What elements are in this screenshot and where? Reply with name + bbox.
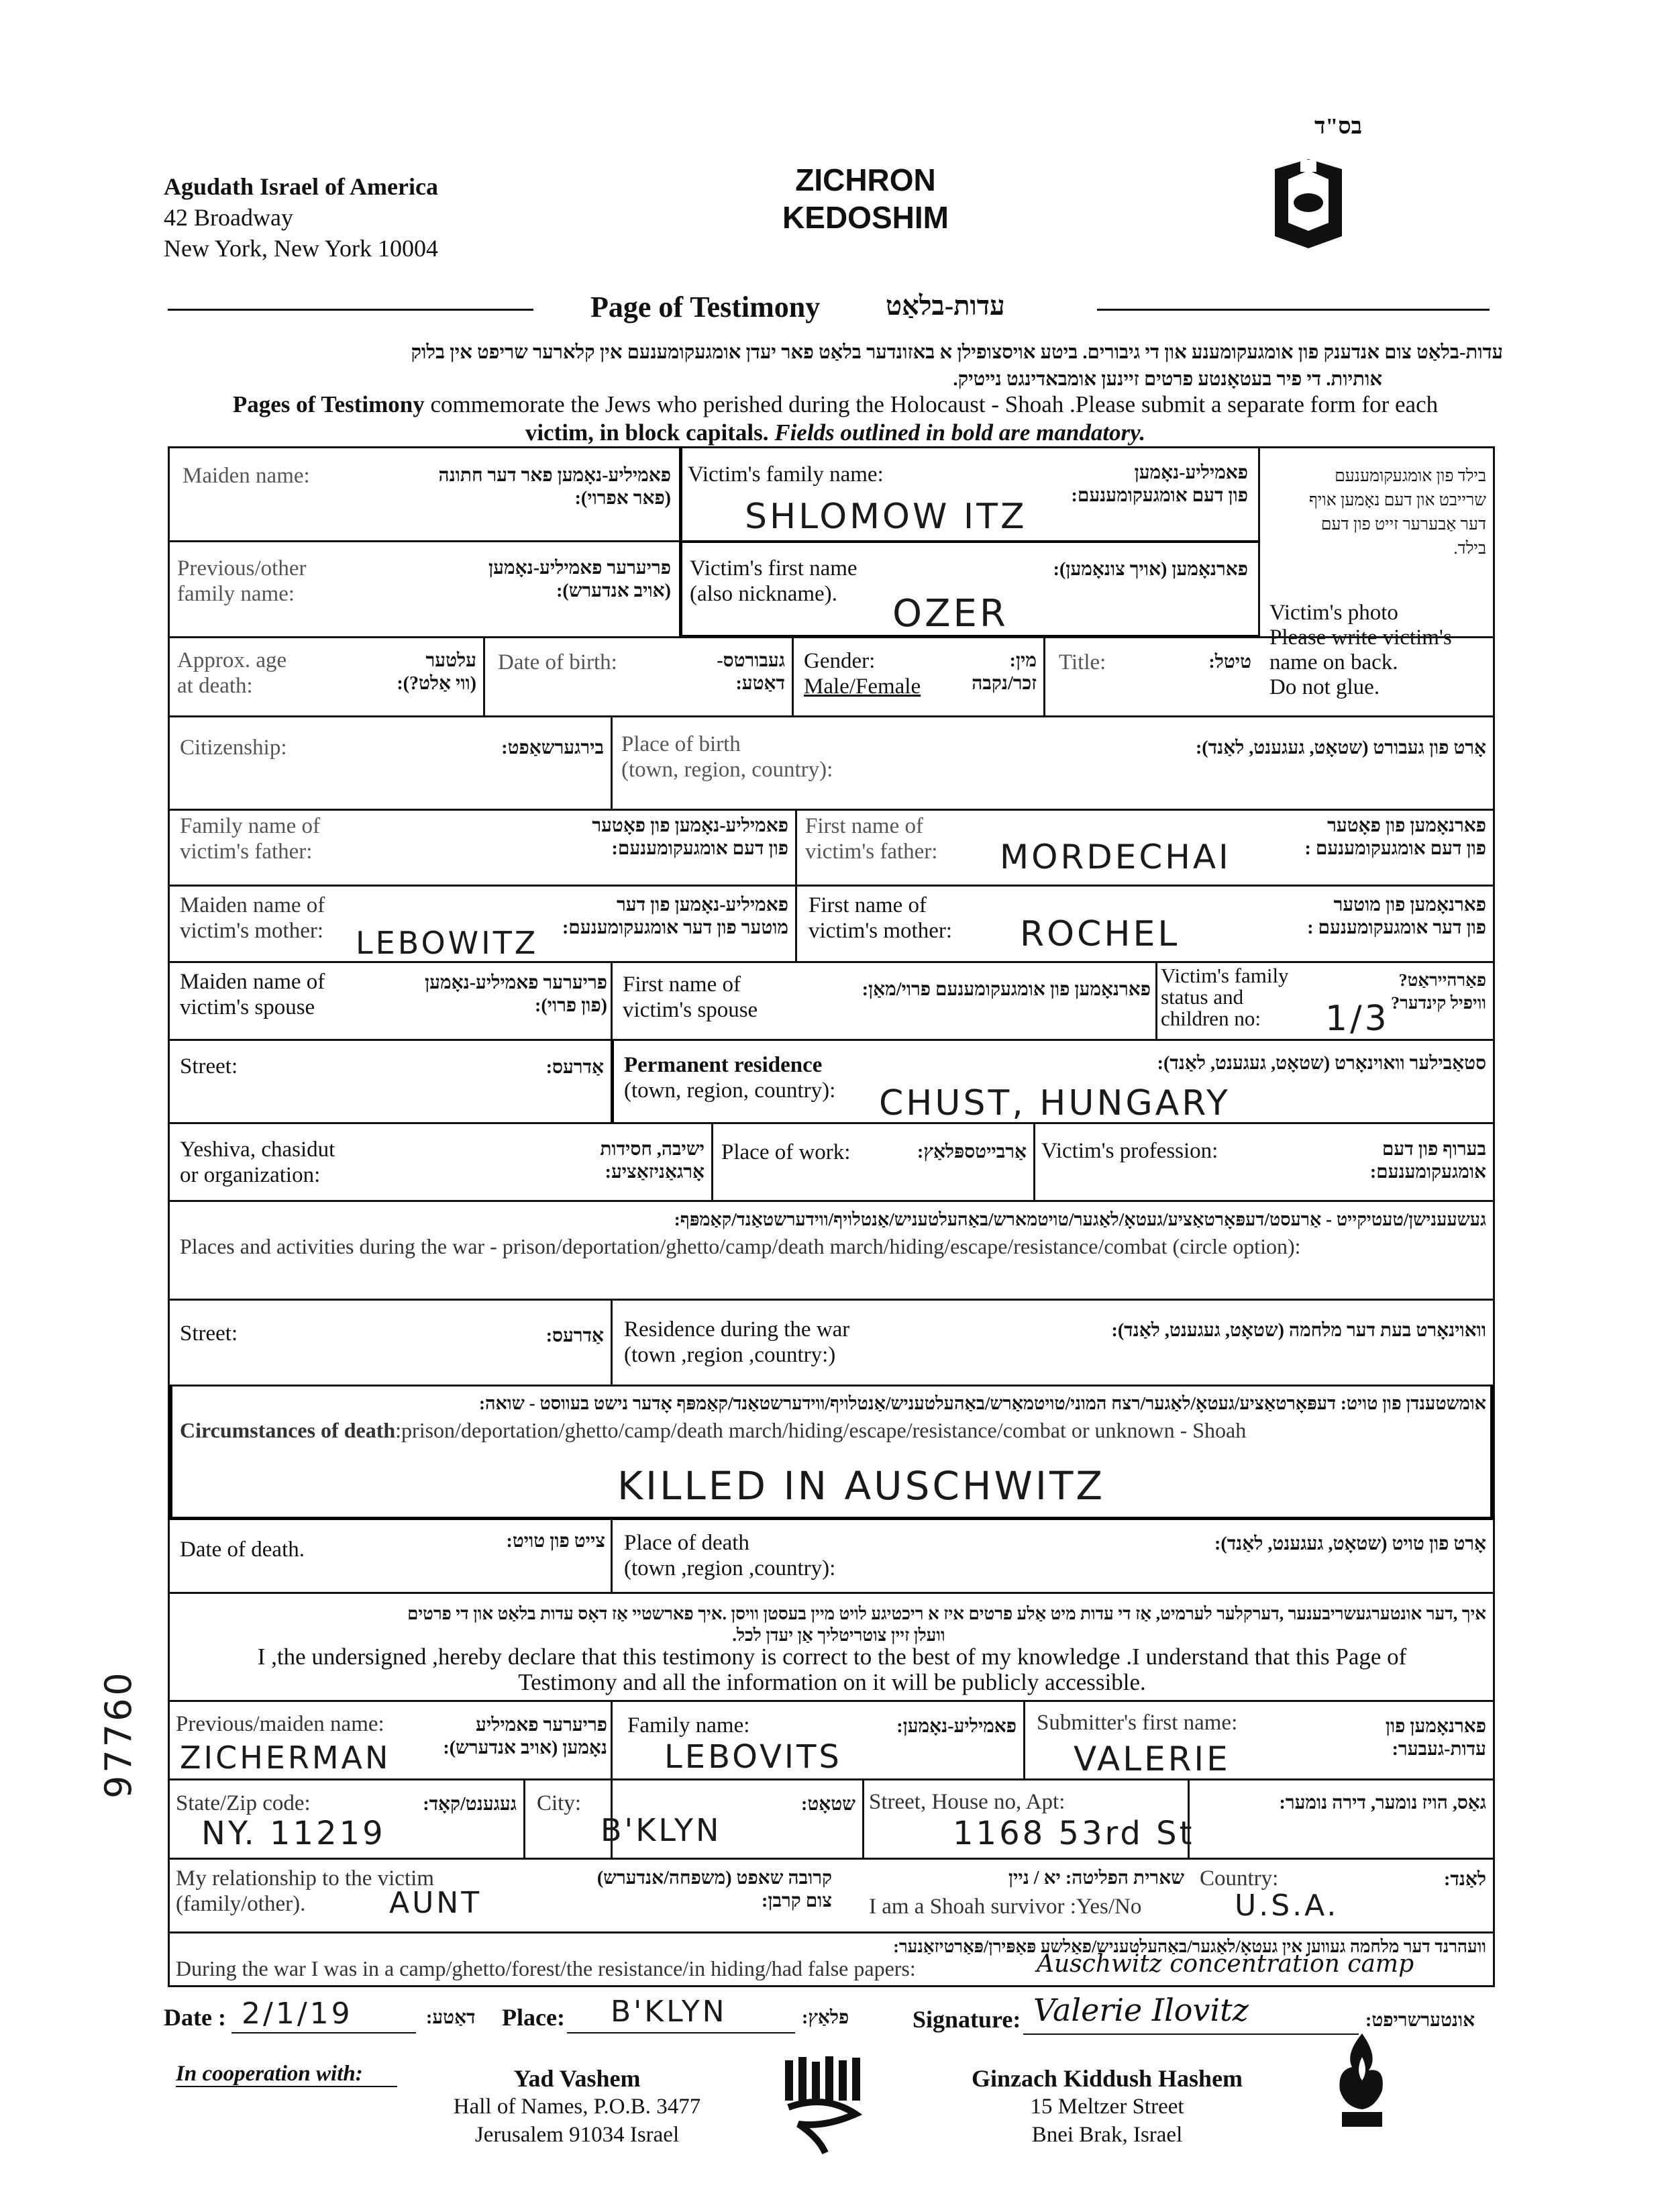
family-status-value[interactable]: 1/3 [1325,999,1390,1039]
relationship-hebrew-1: קרובה שאפט (משפחה/אנדערש) [596,1868,832,1889]
submitter-first-value[interactable]: VALERIE [1074,1740,1231,1778]
street-label: Street: [180,1054,238,1078]
cooperation-underline [176,2086,397,2087]
first-name-label [690,556,857,607]
previous-name-hebrew-2: (אויב אנדערש): [556,581,671,601]
title-line-1: ZICHRON [795,162,936,197]
father-first-hebrew-2: פון דעם אומגעקומענעם : [1304,838,1486,859]
work-label: Place of work: [721,1140,851,1164]
photo-he-1: בילד פון אומגעקומענעם [1335,467,1486,485]
submitter-first-hebrew [1315,1715,1486,1761]
spouse-maiden-label-2: victim's spouse [180,995,315,1019]
profession-hebrew [1315,1138,1486,1184]
spouse-maiden-hebrew-1: פריערער פאמיליע-נאָמען [425,972,607,993]
submitter-family-label: Family name: [627,1713,750,1738]
circumstances-label [180,1417,1246,1443]
declaration-english [174,1644,1490,1695]
mother-first-label-1: First name of [809,893,927,917]
pod-hebrew: אָרט פון טויט (שטאָט, געגענט, לאַנד): [1214,1534,1486,1554]
yad-vashem-block [429,2064,725,2149]
father-first-label-1: First name of [805,814,923,838]
relationship-label-1: My relationship to the victim [176,1866,434,1891]
first-name-value[interactable]: OZER [892,592,1008,636]
mother-first-label-2: victim's mother: [809,919,953,943]
father-family-label-2: victim's father: [180,840,313,864]
previous-name-label [177,556,306,607]
photo-en-4: Do not glue. [1269,675,1380,699]
organization-block [164,171,438,264]
family-name-label: Victim's family name: [688,462,884,487]
permanent-residence-label [624,1052,835,1103]
mother-maiden-value[interactable]: LEBOWITZ [356,925,539,961]
date-label: Date : [164,2004,226,2031]
ginzach-address-2: Bnei Brak, Israel [1031,2123,1183,2147]
yeshiva-label-2: or organization: [180,1163,321,1187]
age-label-2: at death: [177,674,253,698]
submitter-prev-hebrew [416,1714,607,1760]
war-residence-hebrew: וואוינאָרט בעת דער מלחמה (שטאָט, געגענט, לאַנד): [1111,1320,1486,1341]
yad-vashem-name: Yad Vashem [513,2065,641,2092]
dob-hebrew [658,650,785,695]
signature-value[interactable]: Valerie Ilovitz [1033,1992,1249,2028]
dob-label: Date of birth: [498,650,617,674]
spouse-maiden-label [180,969,325,1020]
family-status-label-2: status and [1161,985,1244,1009]
spouse-maiden-hebrew [349,972,607,1017]
photo-en-3: name on back. [1269,650,1398,674]
mother-first-label [809,893,952,944]
date-hebrew: דאַטע: [426,2007,476,2028]
photo-instructions [1269,601,1452,700]
pob-hebrew: אָרט פון געבורט (שטאָט, געגענט, לאַנד): [1195,738,1486,758]
war-activities-hebrew: געשעענישן/טעטיקייט - אַרעסט/דעפּאָרטאַציע/געטאָ/לאַגער/טויטמארש/באַהעלטעניש/אַנטלויף/ווידערשטאַנד/קאַמפּף: [674,1209,1486,1229]
zip-value[interactable]: NY. 11219 [201,1815,386,1852]
father-first-label [805,813,937,864]
yeshiva-label-1: Yeshiva, chasidut [180,1138,335,1162]
intro-hebrew-1: עדות-בלאַט צום אנדענק פון אומגעקומענע און די גיבורים. ביטע אויסצופילן א באזונדער בלאַט פאר יעדן אומגעקומענעם אין קלארער שריפט אין בלוק [411,342,1503,363]
mother-first-hebrew-1: פארנאָמען פון מוטער [1333,895,1486,915]
maiden-name-hebrew-1: פאמיליע-נאָמען פאר דער חתונה [438,465,671,486]
org-address-1: 42 Broadway [164,204,293,231]
city-hebrew: שטאָט: [801,1794,855,1815]
previous-name-hebrew [376,557,671,603]
spouse-first-label-1: First name of [623,972,741,997]
yeshiva-hebrew [510,1138,705,1184]
circumstances-label-options: :prison/deportation/ghetto/camp/death march/hiding/escape/resistance/combat or unknown - Shoah [395,1418,1247,1442]
permanent-residence-hebrew: סטאַבילער וואוינאָרט (שטאָט, געגענט, לאַנד): [1157,1053,1486,1074]
submitter-street-hebrew: גאַס, הויז נומער, דירה נומער: [1279,1793,1486,1813]
yeshiva-hebrew-1: ישיבה, חסידות [600,1139,705,1160]
margin-note: 97760 [97,1670,140,1799]
org-name: Agudath Israel of America [164,173,438,200]
spouse-first-label-2: victim's spouse [623,998,758,1022]
pob-label-1: Place of birth [621,732,741,756]
mother-maiden-hebrew-2: מוטער פון דער אומגעקומענעם: [562,917,788,938]
dod-hebrew: צייט פון טויט: [506,1531,605,1552]
gender-hebrew-1: מין: [1009,650,1037,671]
previous-name-hebrew-1: פריערער פאמיליע-נאָמען [488,558,671,579]
father-first-label-2: victim's father: [805,840,938,864]
declaration-line-1: I ,the undersigned ,hereby declare that this testimony is correct to the best of my knowledge .I understand that this Page of [257,1644,1407,1670]
intro-bold: Pages of Testimony [232,391,425,417]
intro-line-2: victim, in block capitals. [525,419,775,446]
survivor-hebrew: שארית הפליטה: יא / ניין [1008,1868,1184,1889]
family-name-hebrew-1: פאמיליע-נאָמען [1134,462,1248,483]
age-hebrew-2: (ווי אַלט?): [397,673,476,694]
pod-label-1: Place of death [624,1531,749,1555]
during-war-label: During the war I was in a camp/ghetto/forest/the resistance/in hiding/had false papers: [176,1956,916,1980]
gender-options[interactable]: Male/Female [804,674,921,699]
mother-maiden-label-1: Maiden name of [180,893,325,917]
pob-label [621,732,833,783]
country-hebrew: לאַנד: [1444,1869,1486,1890]
yad-vashem-logo-icon [778,2054,866,2154]
zip-hebrew: געגענט/קאָד: [423,1794,517,1815]
war-street-hebrew: אַדרעס: [545,1325,604,1346]
mother-first-hebrew-2: פון דער אומגעקומענעם : [1307,917,1486,938]
street-hebrew: אַדרעס: [545,1057,604,1078]
war-activities-label: Places and activities during the war - prison/deportation/ghetto/camp/death march/hiding/escape/resistance/combat (circle option): [180,1234,1301,1258]
submitter-prev-label: Previous/maiden name: [176,1712,384,1736]
family-name-hebrew-2: פון דעם אומגעקומענעם: [1071,485,1248,506]
yeshiva-label [180,1137,335,1188]
title-field-label: Title: [1059,650,1106,674]
dob-hebrew-2: דאַטע: [735,673,785,694]
during-war-hebrew: וועהרנד דער מלחמה געווען אין געטאָ/לאַגער/באַהעלטעניש/פאַלשע פּאַפּירן/פּאַרטיזאַנער: [893,1937,1486,1956]
place-underline [567,2032,795,2033]
spouse-maiden-hebrew-2: (פון פרוי): [535,995,607,1016]
profession-hebrew-2: אומגעקומענעם: [1369,1162,1486,1183]
maiden-name-hebrew [376,464,671,510]
family-status-label-3: children no: [1161,1007,1261,1030]
relationship-label-2: (family/other). [176,1892,306,1916]
citizenship-label: Citizenship: [180,736,287,760]
submitter-street-label: Street, House no, Apt: [869,1790,1065,1814]
signature-underline [1023,2033,1359,2035]
photo-hebrew [1261,464,1486,561]
spouse-first-label [623,972,758,1023]
submitter-family-hebrew: פאמיליע-נאָמען: [896,1716,1017,1737]
pob-label-2: (town, region, country): [621,758,833,782]
previous-name-label-1: Previous/other [177,556,307,581]
title-rule-right [1097,309,1490,311]
father-family-label-1: Family name of [180,814,320,838]
mother-maiden-label [180,893,325,944]
pod-label-2: (town ,region ,country): [624,1556,836,1580]
war-residence-label-2: (town ,region ,country:) [624,1343,836,1367]
title-rule-left [168,309,533,311]
spouse-first-hebrew: פארנאָמען פון אומגעקומענעם פרוי/מאַן: [862,979,1151,1000]
submitter-first-label: Submitter's first name: [1037,1711,1238,1735]
place-value[interactable]: B'KLYN [611,1995,727,2029]
intro-hebrew-2: אותיות. די פיר בעטאָנטע פרטים זיינען אומבאדינגט נייטיק. [953,368,1382,390]
declaration-hebrew-1: איך ,דער אונטערגעשריבענער ,דערקלער לערמיט, אַז די עדות מיט אַלע פרטים איז א ריכטיגע לויט מיין בעסטן וויסן .איך פארשטיי אַז דאָס עדות בלאַט און די פרטים [407,1604,1486,1623]
war-residence-label-1: Residence during the war [624,1317,850,1342]
dob-hebrew-1: געבורטס- [717,650,785,671]
during-war-value[interactable]: Auschwitz concentration camp [1037,1950,1414,1978]
pod-label [624,1530,835,1581]
signature-label: Signature: [913,2006,1021,2033]
org-address-2: New York, New York 10004 [164,235,439,262]
intro-english [168,391,1503,447]
logo-icon [1268,156,1349,250]
mother-maiden-hebrew-1: פאמיליע-נאָמען פון דער [616,895,788,915]
father-first-value[interactable]: MORDECHAI [1000,838,1231,876]
gender-hebrew [953,650,1037,695]
war-residence-label [624,1317,849,1368]
relationship-hebrew-2: צום קרבן: [762,1891,832,1911]
submitter-first-hebrew-2: עדות-געבער: [1392,1739,1486,1760]
father-family-hebrew-1: פאמיליע-נאָמען פון פאָטער [592,815,788,836]
declaration-line-2: Testimony and all the information on it will be publicly accessible. [518,1669,1146,1695]
photo-he-3: דער אַבערער זייט פון דעם [1320,515,1486,534]
survivor-label[interactable]: I am a Shoah survivor :Yes/No [869,1895,1142,1919]
mother-maiden-label-2: victim's mother: [180,919,324,943]
yeshiva-hebrew-2: אָרגאַניזאַציע: [605,1162,705,1183]
date-value[interactable]: 2/1/19 [242,1997,353,2031]
declaration-hebrew-2: וועלן זיין צוטריטליך אַן יעדן לכל. [732,1625,945,1645]
photo-he-4: בילד. [1453,540,1486,558]
family-status-label [1161,965,1289,1029]
father-first-hebrew [1228,815,1486,860]
date-field [164,2003,226,2031]
profession-hebrew-1: בערוף פון דעם [1382,1139,1486,1160]
ginzach-address-1: 15 Meltzer Street [1030,2095,1184,2119]
place-label: Place: [502,2004,565,2031]
circumstances-hebrew: אומשטענדן פון טויט: דעפּאָרטאַציע/געטאָ/לאַגער/רצח המוני/טויטמאַרש/באַהעלטעניש/אַנטלויף/ווידערשטאַנד/קאַמפּף אָדער נישט בעווסט - שואה: [478,1393,1486,1413]
age-label-1: Approx. age [177,648,287,672]
intro-mandatory: Fields outlined in bold are mandatory. [774,419,1146,446]
father-family-hebrew [483,815,788,860]
age-hebrew [349,650,476,695]
submitter-family-value[interactable]: LEBOVITS [664,1738,842,1776]
work-hebrew: אַרבייטספּלאַץ: [917,1142,1027,1162]
father-family-hebrew-2: פון דעם אומגעקומענעם: [611,838,788,859]
submitter-first-hebrew-1: פארנאָמען פון [1385,1716,1486,1737]
age-label [177,648,287,699]
relationship-value[interactable]: AUNT [389,1886,482,1920]
father-family-label [180,813,320,864]
ginzach-block [933,2064,1282,2149]
place-hebrew: פלאַץ: [802,2007,849,2028]
family-status-hebrew-1: פאַרהייראַט? [1398,970,1486,990]
gender-label-1: Gender: [804,649,876,673]
dod-label: Date of death. [180,1538,305,1562]
city-label: City: [537,1791,582,1815]
country-label: Country: [1200,1866,1279,1891]
first-name-label-2: (also nickname). [690,582,837,606]
country-value[interactable]: U.S.A. [1235,1889,1339,1923]
ginzach-name: Ginzach Kiddush Hashem [971,2065,1243,2092]
title-line-2: KEDOSHIM [782,200,949,235]
permanent-residence-label-1: Permanent residence [624,1053,823,1077]
circumstances-value[interactable]: KILLED IN AUSCHWITZ [617,1463,1106,1509]
permanent-residence-value[interactable]: CHUST, HUNGARY [879,1083,1231,1123]
profession-label: Victim's profession: [1041,1139,1218,1163]
father-first-hebrew-1: פארנאָמען פון פאָטער [1327,815,1486,836]
submitter-prev-hebrew-1: פריערער פאמיליע [476,1715,607,1736]
first-name-label-1: Victim's first name [690,556,857,581]
bsd-mark: בס"ד [1314,114,1362,139]
permanent-residence-label-2: (town, region, country): [624,1078,836,1103]
submitter-prev-hebrew-2: נאָמען (אויב אנדערש): [443,1738,607,1758]
page-of-testimony-hebrew: עדות-בלאַט [886,291,1005,321]
family-status-label-1: Victim's family [1161,964,1289,987]
title-field-hebrew: טיטל: [1208,652,1251,672]
spouse-maiden-label-1: Maiden name of [180,970,325,994]
relationship-hebrew [550,1867,832,1913]
photo-he-2: שרייבט און דעם נאָמען אויף [1308,491,1486,509]
family-name-value[interactable]: SHLOMOW ITZ [745,497,1027,537]
page-title-block [731,161,1000,236]
mother-first-hebrew [1228,894,1486,940]
zip-label: State/Zip code: [176,1791,311,1815]
cooperation-label: In cooperation with: [176,2062,363,2086]
photo-en-1: Victim's photo [1269,601,1398,625]
citizenship-hebrew: בירגערשאַפט: [501,738,604,758]
gender-label [804,648,921,699]
family-status-hebrew-2: וויפיל קינדער? [1391,993,1486,1013]
submitter-prev-value[interactable]: ZICHERMAN [180,1740,391,1776]
city-value[interactable]: B'KLYN [601,1812,722,1848]
page-of-testimony-title: Page of Testimony [590,291,821,323]
previous-name-label-2: family name: [177,582,295,606]
mother-first-value[interactable]: ROCHEL [1020,914,1180,954]
yad-vashem-address-1: Hall of Names, P.O.B. 3477 [453,2095,701,2119]
photo-en-2: Please write victim's [1269,625,1452,650]
ginzach-flame-icon [1332,2030,1392,2131]
maiden-name-label: Maiden name: [183,464,310,488]
age-hebrew-1: עלטער [425,650,476,671]
war-street-label: Street: [180,1321,238,1346]
intro-line-1: commemorate the Jews who perished during the Holocaust - Shoah .Please submit a separate form for each [424,391,1439,417]
signature-hebrew: אונטערשריפט: [1365,2010,1475,2031]
circumstances-label-bold: Circumstances of death [180,1418,396,1442]
gender-hebrew-2: זכר/נקבה [972,673,1037,694]
maiden-name-hebrew-2: (פאר אפרוי): [574,488,671,509]
date-underline [231,2032,416,2033]
submitter-street-value[interactable]: 1168 53rd St [953,1815,1195,1852]
yad-vashem-address-2: Jerusalem 91034 Israel [474,2123,680,2147]
first-name-hebrew: פארנאָמען (אויך צונאָמען): [1053,559,1248,580]
